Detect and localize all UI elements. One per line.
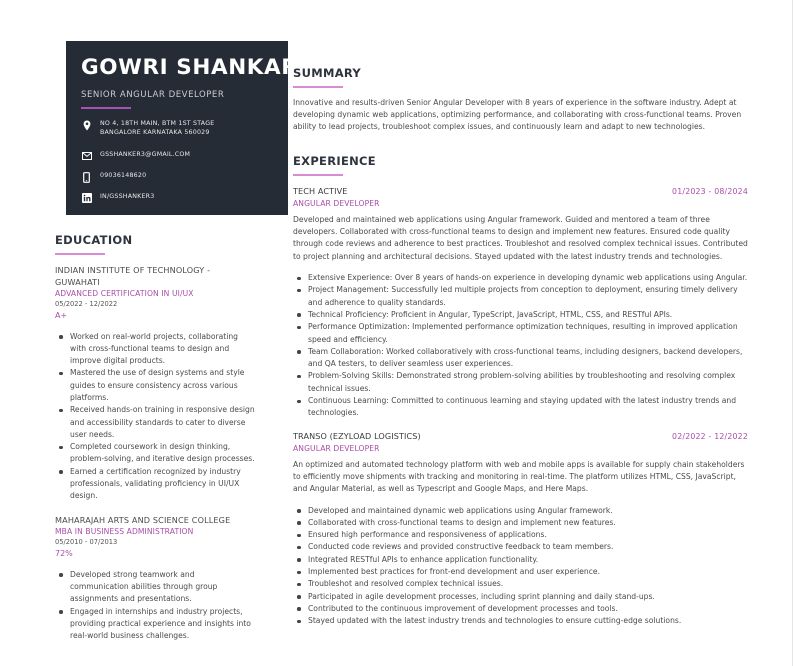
job-bullets — [293, 505, 748, 628]
experience-underline — [293, 174, 343, 176]
list-item: Collaborated with cross-functional teams to design and implement new features. — [293, 517, 748, 529]
summary-text: Innovative and results-driven Senior Angular Developer with 8 years of experience in the software industry. Adept at developing dynamic web applications, optimizing performance, and collaborating with cross-functional teams. Proven ability to lead projects, troubleshoot complex issues, and continuously learn and adapt to new technologies. — [293, 97, 742, 132]
job-entry — [293, 430, 748, 628]
list-item: Developed strong teamwork and communication abilities through group assignments and presentations. — [55, 569, 255, 606]
address-line-2: BANGALORE KARNATAKA 560029 — [100, 129, 210, 136]
contact-list — [81, 119, 274, 204]
list-item: Technical Proficiency: Proficient in Angular, TypeScript, JavaScript, HTML, CSS, and RESTful APIs. — [293, 309, 748, 321]
list-item: Extensive Experience: Over 8 years of hands-on experience in developing dynamic web applications using Angular. — [293, 272, 748, 284]
list-item: Completed coursework in design thinking, problem-solving, and iterative design processes. — [55, 441, 255, 466]
contact-email[interactable] — [81, 150, 274, 162]
education-grade: A+ — [55, 310, 68, 320]
list-item: Continuous Learning: Committed to continuous learning and staying updated with the latest industry trends and technologies. — [293, 395, 748, 420]
job-role: ANGULAR DEVELOPER — [293, 198, 380, 208]
school-name: INDIAN INSTITUTE OF TECHNOLOGY - GUWAHATI — [55, 264, 211, 287]
list-item: Team Collaboration: Worked collaboratively with cross-functional teams, including designers, backend developers, and QA testers, to deliver seamless user experiences. — [293, 346, 748, 371]
linkedin-icon — [81, 193, 92, 204]
job-role: ANGULAR DEVELOPER — [293, 443, 380, 453]
phone-text: 09036148620 — [100, 171, 147, 179]
list-item: Participated in agile development processes, including sprint planning and daily stand-ups. — [293, 591, 748, 603]
job-description: Developed and maintained web applications using Angular framework. Guided and mentored a team of three developers. Collaborated with cross-functional teams to design and implement new features. Ensured code quality through code reviews and adherence to best practices. Troubleshot and resolved complex technical issues. Contributed to project planning and architectural decisions. Stayed updated with the latest industry trends and technologies. — [293, 214, 748, 261]
company-name: TRANSO (EZYLOAD LOGISTICS) — [293, 430, 421, 441]
education-grade: 72% — [55, 548, 73, 558]
education-item — [55, 514, 255, 643]
main-column — [293, 66, 748, 628]
list-item: Engaged in internships and industry projects, providing practical experience and insights into real-world business challenges. — [55, 606, 255, 643]
education-bullets — [55, 569, 255, 643]
resume-header — [66, 41, 299, 215]
list-item: Implemented best practices for front-end development and user experience. — [293, 566, 748, 578]
list-item: Ensured high performance and responsiveness of applications. — [293, 529, 748, 541]
linkedin-text: IN/GSSHANKER3 — [100, 192, 155, 200]
degree-name: MBA IN BUSINESS ADMINISTRATION — [55, 526, 194, 536]
list-item: Integrated RESTful APIs to enhance application functionality. — [293, 554, 748, 566]
list-item: Stayed updated with the latest industry trends and technologies to ensure cutting-edge solutions. — [293, 615, 748, 627]
company-name: TECH ACTIVE — [293, 185, 348, 196]
contact-address — [81, 119, 274, 138]
job-dates: 02/2022 - 12/2022 — [672, 431, 748, 441]
education-dates: 05/2022 - 12/2022 — [55, 299, 118, 308]
list-item: Project Management: Successfully led multiple projects from conception to deployment, ensuring timely delivery and adherence to quality standards. — [293, 284, 748, 309]
candidate-name: GOWRI SHANKAR — [81, 55, 299, 80]
list-item: Conducted code reviews and provided constructive feedback to team members. — [293, 541, 748, 553]
list-item: Contributed to the continuous improvement of development processes and tools. — [293, 603, 748, 615]
list-item: Developed and maintained dynamic web applications using Angular framework. — [293, 505, 748, 517]
list-item: Worked on real-world projects, collaborating with cross-functional teams to design and improve digital products. — [55, 331, 255, 368]
experience-heading: EXPERIENCE — [293, 154, 376, 169]
title-underline — [81, 107, 131, 109]
list-item: Earned a certification recognized by industry professionals, validating proficiency in UI/UX design. — [55, 466, 255, 503]
education-bullets — [55, 331, 255, 503]
contact-linkedin[interactable] — [81, 192, 274, 204]
education-section — [55, 233, 255, 642]
list-item: Mastered the use of design systems and style guides to ensure consistency across various platforms. — [55, 367, 255, 404]
summary-heading: SUMMARY — [293, 66, 362, 80]
list-item: Problem-Solving Skills: Demonstrated strong problem-solving abilities by troubleshooting and resolving complex technical issues. — [293, 370, 748, 395]
education-item — [55, 264, 255, 503]
address-line-1: NO 4, 18TH MAIN, BTM 1ST STAGE — [100, 119, 215, 127]
contact-phone[interactable] — [81, 171, 274, 183]
degree-name: ADVANCED CERTIFICATION IN UI/UX — [55, 288, 194, 298]
education-underline — [55, 253, 105, 255]
list-item: Received hands-on training in responsive design and accessibility standards to cater to diverse user needs. — [55, 404, 255, 441]
candidate-title: SENIOR ANGULAR DEVELOPER — [81, 90, 225, 100]
page-edge-divider — [792, 0, 793, 666]
job-entry — [293, 185, 748, 420]
education-heading: EDUCATION — [55, 233, 133, 247]
school-name: MAHARAJAH ARTS AND SCIENCE COLLEGE — [55, 514, 231, 525]
education-dates: 05/2010 - 07/2013 — [55, 537, 118, 546]
job-dates: 01/2023 - 08/2024 — [672, 186, 748, 196]
summary-underline — [293, 86, 343, 88]
list-item: Performance Optimization: Implemented performance optimization techniques, resulting in improved application speed and efficiency. — [293, 321, 748, 346]
job-bullets — [293, 272, 748, 420]
location-pin-icon — [81, 120, 92, 131]
email-icon — [81, 151, 92, 162]
job-description: An optimized and automated technology platform with web and mobile apps is available for supply chain stakeholders to efficiently move shipments with tracking and monitoring in real-time. The platform utilizes HTML, CSS, JavaScript, and Angular Material, as well as Typescript and Google Maps, and Here Maps. — [293, 459, 745, 494]
email-text: GSSHANKER3@GMAIL.COM — [100, 150, 191, 158]
phone-icon — [81, 172, 92, 183]
list-item: Troubleshot and resolved complex technical issues. — [293, 578, 748, 590]
